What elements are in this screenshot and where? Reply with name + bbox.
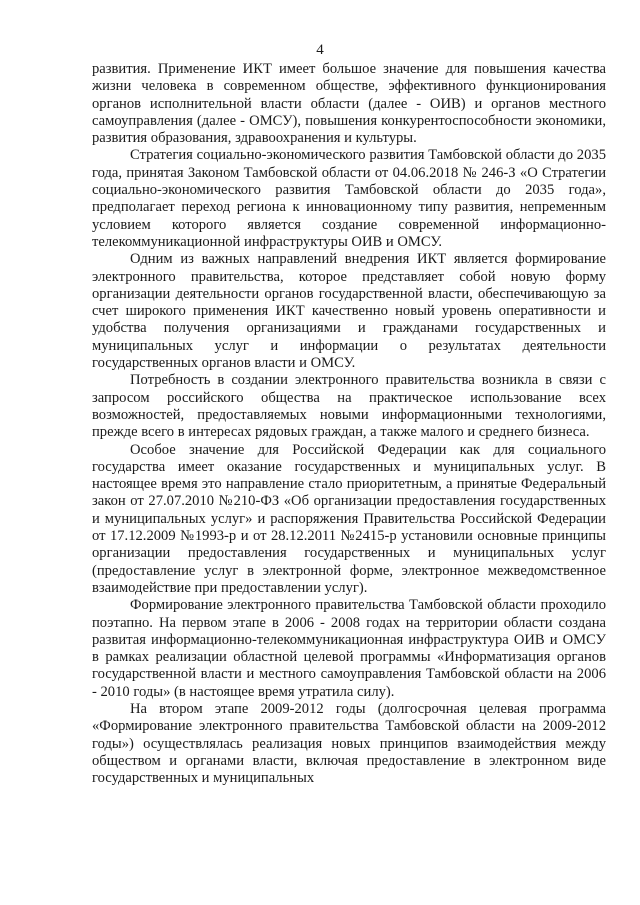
page-number: 4 xyxy=(316,42,324,58)
paragraph: Особое значение для Российской Федерации как для социального государства имеет оказание государственных и муниципальных услуг. В настоящее время это направление стало приоритетным, а принятые Федеральный закон от 27.07.2010 №210-ФЗ «Об организации предоставления государственных и муниципальных услуг» и распоряжения Правительства Российской Федерации от 17.12.2009 №1993-р и от 28.12.2011 №2415-р установили основные принципы организации предоставления государственных и муниципальных услуг (предоставление услуг в электронной форме, электронное межведомственное взаимодействие при предоставлении услуг). xyxy=(92,441,606,596)
paragraph: Одним из важных направлений внедрения ИКТ является формирование электронного правительства, которое представляет собой новую форму организации деятельности органов государственной власти, обеспечивающую за счет широкого применения ИКТ качественно новый уровень оперативности и удобства получения организациями и гражданами государственных и муниципальных услуг и информации о результатах деятельности государственных органов власти и ОМСУ. xyxy=(92,251,606,372)
paragraph: развития. Применение ИКТ имеет большое значение для повышения качества жизни человека в современном обществе, эффективного функционирования органов исполнительной власти области (далее - ОИВ) и органов местного самоуправления (далее - ОМСУ), повышения конкурентоспособности экономики, развития образования, здравоохранения и культуры. xyxy=(92,61,606,147)
paragraph: На втором этапе 2009-2012 годы (долгосрочная целевая программа «Формирование электронного правительства Тамбовской области на 2009-2012 годы») осуществлялась реализация новых принципов взаимодействия между обществом и органами власти, включая предоставление в электронном виде государственных и муниципальных xyxy=(92,700,606,787)
paragraph: Потребность в создании электронного правительства возникла в связи с запросом российского общества на практическое использование всех возможностей, предоставляемых новыми информационными технологиями, прежде всего в интересах рядовых граждан, а также малого и среднего бизнеса. xyxy=(92,372,606,441)
paragraph: Формирование электронного правительства Тамбовской области проходило поэтапно. На первом этапе в 2006 - 2008 годах на территории области создана развитая информационно-телекоммуникационная инфраструктура ОИВ и ОМСУ в рамках реализации областной целевой программы «Информатизация органов государственной власти и местного самоуправления Тамбовской области на 2006 - 2010 годы» (в настоящее время утратила силу). xyxy=(92,597,606,700)
paragraph: Стратегия социально-экономического развития Тамбовской области до 2035 года, принятая Законом Тамбовской области от 04.06.2018 № 246-З «О Стратегии социально-экономического развития Тамбовской области до 2035 года», предполагает переход региона к инновационному типу развития, непременным условием которого является создание современной информационно-телекоммуникационной инфраструктуры ОИВ и ОМСУ. xyxy=(92,147,606,250)
document-body xyxy=(92,61,606,787)
